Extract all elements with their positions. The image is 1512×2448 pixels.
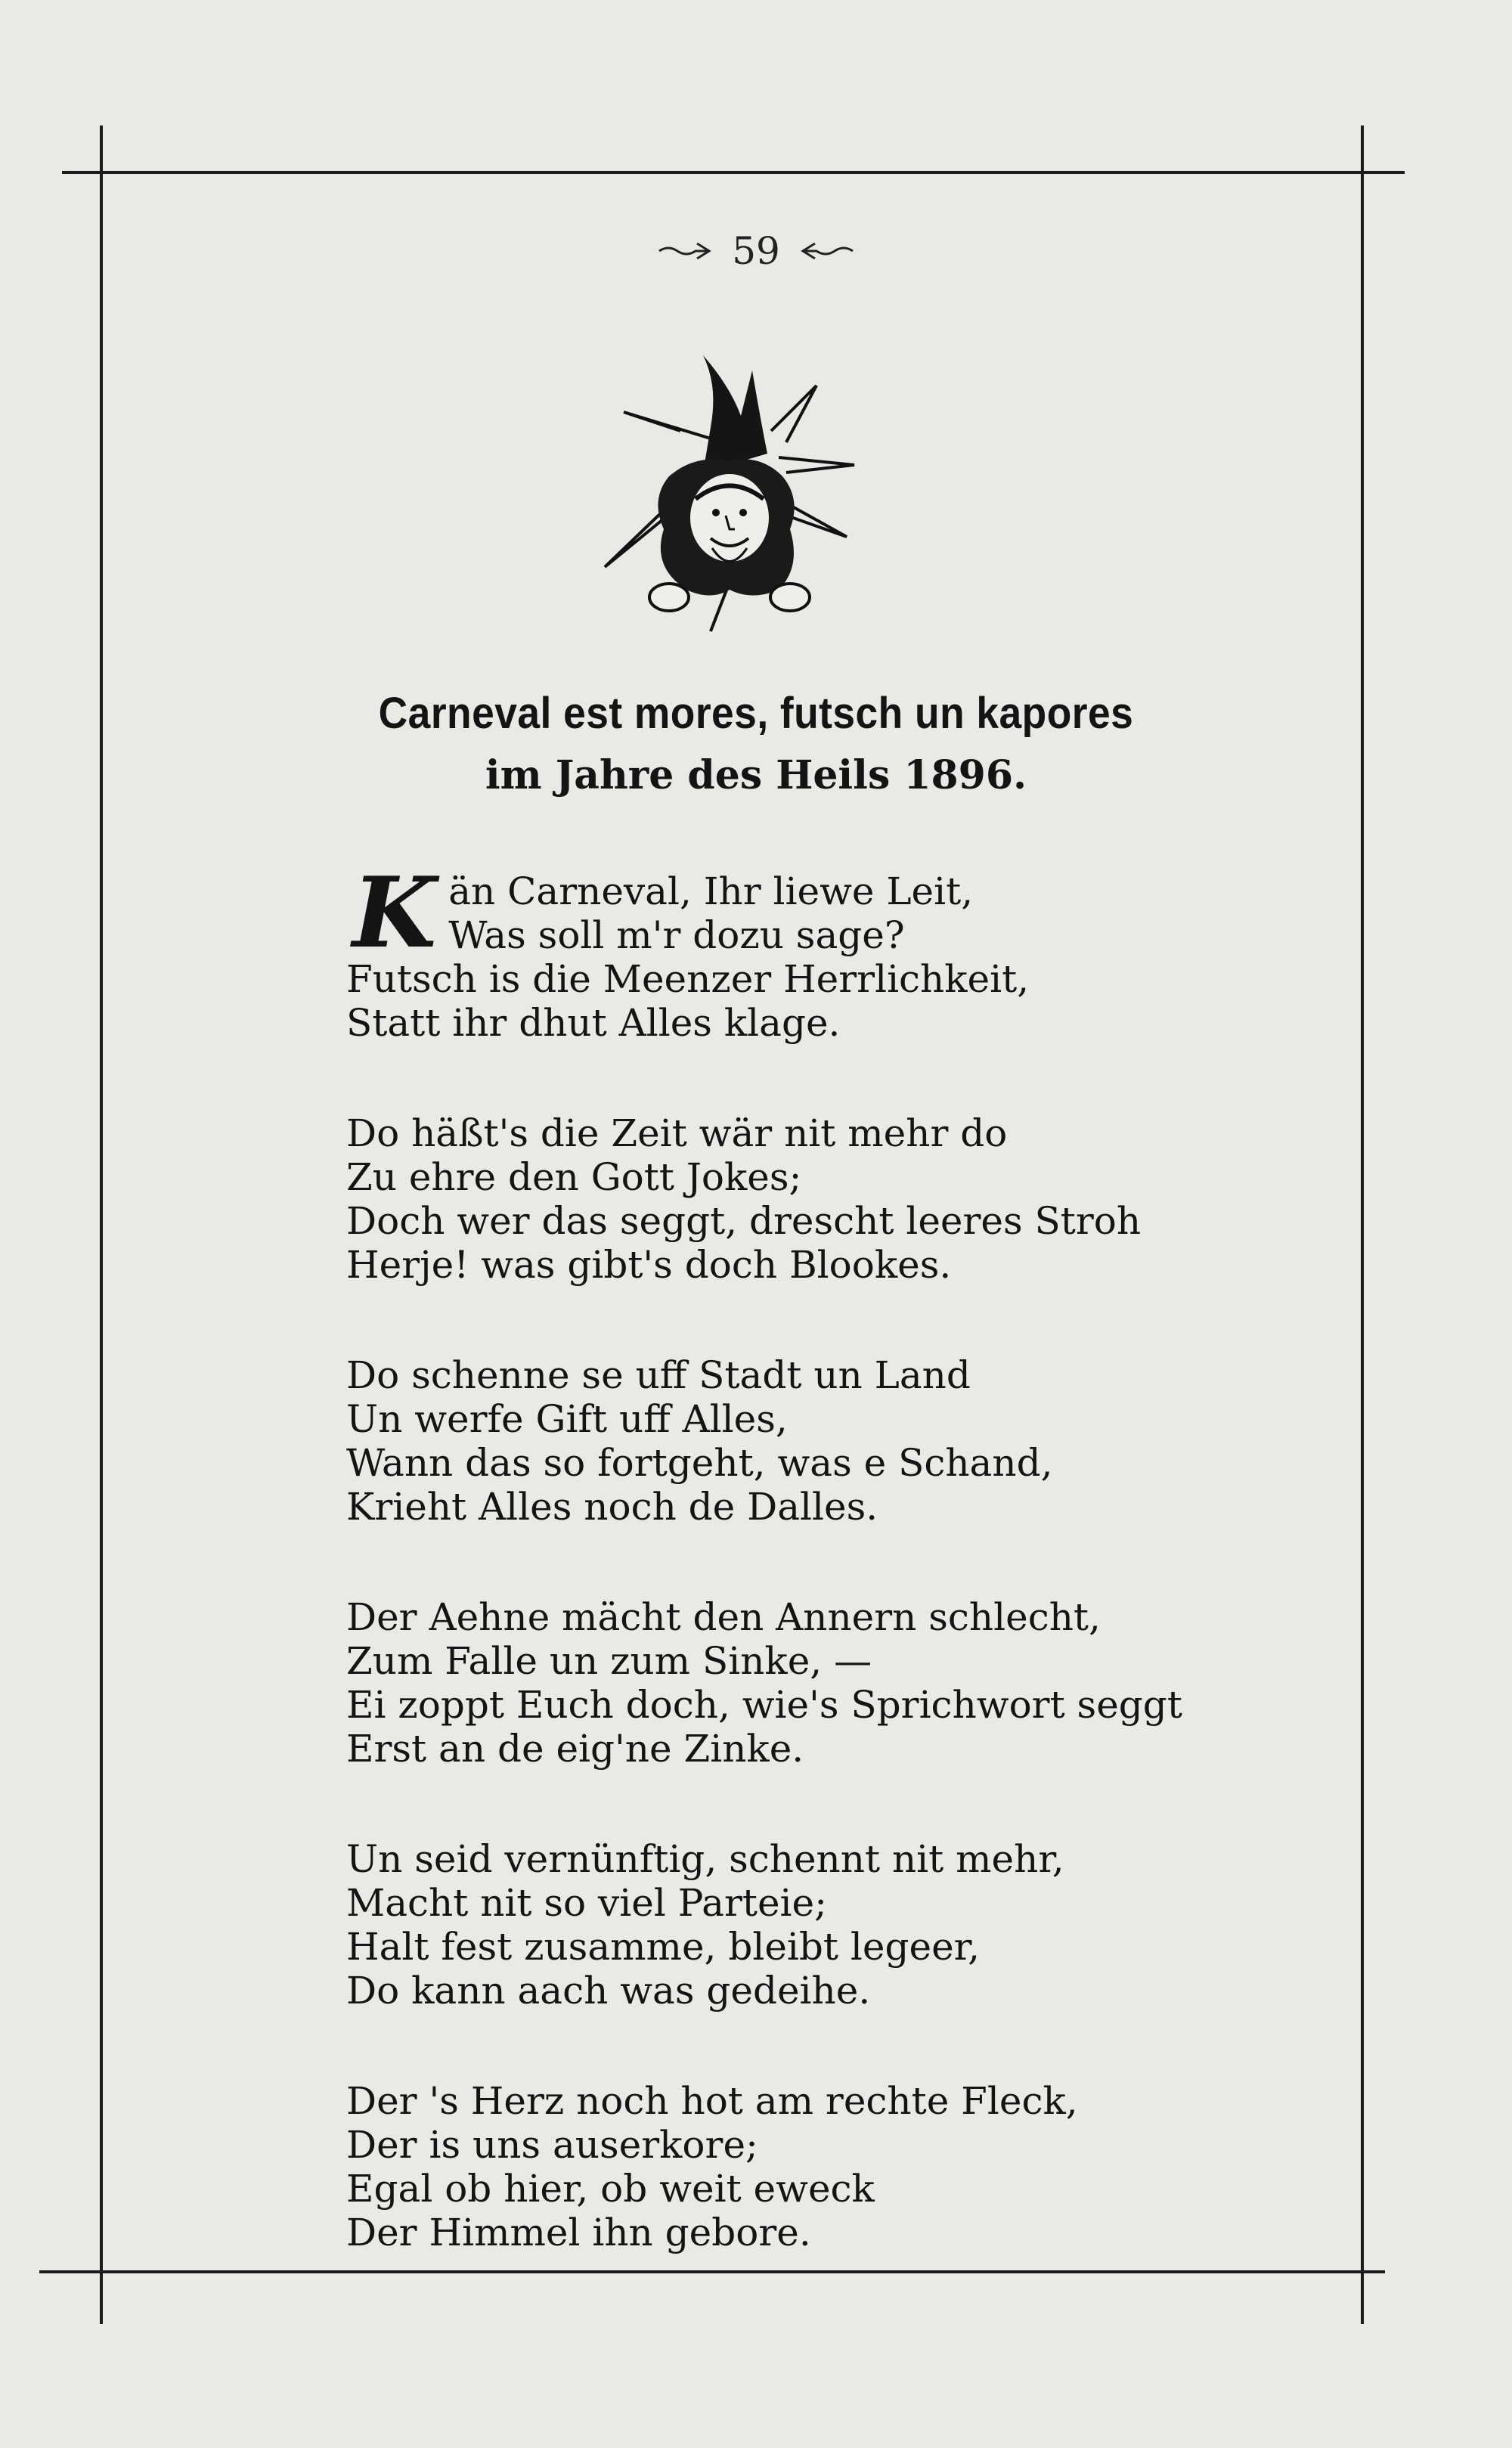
poem-line: Statt ihr dhut Alles klage. [346,1001,841,1045]
poem-line: Un seid vernünftig, schennt nit mehr, [346,1837,1064,1881]
poem-title: Carneval est mores, futsch un kapores [378,689,1134,738]
poem-line: Futsch is die Meenzer Herrlichkeit, [346,957,1030,1001]
right-frame-line [1361,125,1364,2324]
poem-line: Der 's Herz noch hot am rechte Fleck, [346,2079,1078,2123]
poem-subtitle: im Jahre des Heils 1896. [485,752,1027,798]
poem-line: Doch wer das seggt, drescht leeres Stroh [346,1199,1142,1243]
poem-line: Der is uns auserkore; [346,2123,758,2167]
poem-line: Zum Falle un zum Sinke, — [346,1639,872,1683]
arrow-left-ornament-icon [800,239,854,263]
stanza-2 [346,1111,1178,1287]
poem-line: Macht nit so viel Parteie; [346,1881,827,1925]
poem-line: Halt fest zusamme, bleibt legeer, [346,1925,980,1969]
poem-line: Zu ehre den Gott Jokes; [346,1155,802,1199]
stanza-4 [346,1595,1182,1771]
poem-line: Do häßt's die Zeit wär nit mehr do [346,1111,1008,1155]
top-rule [62,171,1405,174]
poem-line: Do kann aach was gedeihe. [346,1969,871,2013]
jester-head-icon [597,340,869,635]
poem-line: än Carneval, Ihr liewe Leit, [448,869,974,913]
left-frame-line [100,125,103,2324]
poem-line: Was soll m'r dozu sage? [448,913,905,957]
poem-line: Krieht Alles noch de Dalles. [346,1485,878,1529]
poem-line: Egal ob hier, ob weit eweck [346,2167,875,2211]
poem-line: Do schenne se uff Stadt un Land [346,1353,971,1397]
poem-line: Un werfe Gift uff Alles, [346,1397,788,1441]
stanza-3 [346,1353,1178,1529]
poem-line: Der Aehne mächt den Annern schlecht, [346,1595,1101,1639]
poem-line: Ei zoppt Euch doch, wie's Sprichwort seggt [346,1683,1182,1727]
stanza-5 [346,1837,1178,2013]
page-number: 59 [732,229,780,273]
poem-line: Herje! was gibt's doch Blookes. [346,1243,952,1287]
poem-line: Wann das so fortgeht, was e Schand, [346,1441,1053,1485]
arrow-right-ornament-icon [658,239,712,263]
stanza-6 [346,2079,1178,2254]
poem-body [346,857,1182,2321]
poem-line: Der Himmel ihn gebore. [346,2211,811,2254]
stanza-1 [346,857,1178,1045]
drop-cap: K [352,857,437,970]
poem-line: Erst an de eig'ne Zinke. [346,1727,804,1771]
page-header [0,221,1512,281]
